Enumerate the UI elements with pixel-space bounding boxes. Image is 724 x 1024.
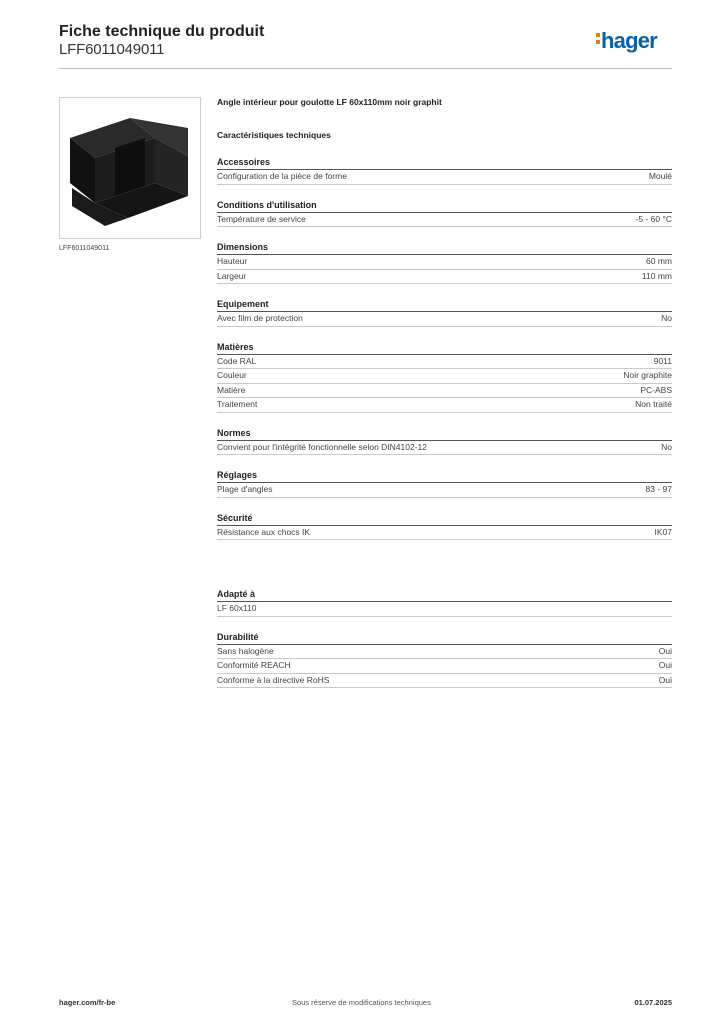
- spec-label: Convient pour l'intégrité fonctionnelle selon DIN4102-12: [217, 441, 428, 452]
- spec-section: [217, 588, 672, 617]
- spec-value: Moulé: [648, 171, 672, 181]
- spec-row: [217, 674, 672, 689]
- spec-label: Conformité REACH: [217, 660, 291, 670]
- spec-label: Température de service: [217, 213, 306, 224]
- section-title: Matières: [217, 341, 672, 355]
- section-title: Adapté à: [217, 588, 672, 602]
- spec-value: 83 - 97: [645, 484, 672, 494]
- spec-value: Noir graphite: [623, 370, 672, 380]
- spec-section: [217, 512, 672, 541]
- section-title: Durabilité: [217, 631, 672, 645]
- spec-value: Non traité: [635, 399, 672, 409]
- spec-section: [217, 156, 672, 185]
- image-caption: LFF6011049011: [59, 245, 110, 252]
- spec-row: [217, 255, 672, 270]
- spec-section: [217, 427, 672, 456]
- spec-label: Plage d'angles: [217, 484, 273, 494]
- spec-value: No: [661, 313, 672, 323]
- spec-value: PC-ABS: [640, 384, 672, 395]
- section-title: Réglages: [217, 469, 672, 483]
- spec-section: [217, 469, 672, 498]
- spec-section: [217, 341, 672, 413]
- spec-value: 110 mm: [641, 270, 672, 281]
- spec-row: [217, 526, 672, 541]
- spec-label: Matière: [217, 384, 246, 395]
- spec-label: Hauteur: [217, 256, 248, 266]
- spec-section: [217, 298, 672, 327]
- section-title: Dimensions: [217, 241, 672, 255]
- tech-characteristics-heading: Caractéristiques techniques: [217, 130, 331, 140]
- header-divider: [59, 68, 672, 69]
- section-title: Equipement: [217, 298, 672, 312]
- logo-text: hager: [601, 28, 657, 53]
- spec-row: [217, 483, 672, 498]
- spec-label: Sans halogène: [217, 645, 274, 656]
- logo-dots-icon: [596, 30, 600, 47]
- spec-row: [217, 170, 672, 185]
- hager-logo[interactable]: [596, 29, 657, 53]
- section-title: Accessoires: [217, 156, 672, 170]
- spec-label: Code RAL: [217, 355, 257, 366]
- product-image: [59, 97, 201, 239]
- spec-row: [217, 384, 672, 399]
- spec-label: Largeur: [217, 270, 247, 281]
- footer-date: 01.07.2025: [634, 998, 672, 1007]
- spec-row: [217, 398, 672, 413]
- spec-value: 9011: [653, 355, 672, 366]
- section-title: Sécurité: [217, 512, 672, 526]
- spec-row: [217, 355, 672, 370]
- section-title: Normes: [217, 427, 672, 441]
- spec-value: Oui: [658, 674, 672, 685]
- spec-label: Couleur: [217, 370, 247, 380]
- page-title: Fiche technique du produit: [59, 23, 265, 40]
- spec-value: Oui: [658, 660, 672, 670]
- spec-value: Oui: [658, 645, 672, 656]
- spec-label: LF 60x110: [217, 603, 257, 613]
- compatibility-list: [217, 588, 672, 688]
- spec-section: [217, 631, 672, 689]
- product-reference: LFF6011049011: [59, 41, 165, 58]
- spec-label: Avec film de protection: [217, 313, 303, 323]
- spec-value: No: [661, 441, 672, 452]
- spacer: [217, 540, 672, 573]
- spec-section: [217, 241, 672, 284]
- spec-row: [217, 441, 672, 456]
- section-title: Conditions d'utilisation: [217, 199, 672, 213]
- product-description: Angle intérieur pour goulotte LF 60x110mm noir graphit: [217, 97, 442, 107]
- spec-label: Résistance aux chocs IK: [217, 526, 311, 537]
- spec-row: [217, 369, 672, 384]
- spec-row: [217, 602, 672, 617]
- spec-label: Conforme à la directive RoHS: [217, 674, 330, 685]
- spec-label: Configuration de la pièce de forme: [217, 171, 347, 181]
- document-header: [59, 22, 264, 59]
- spec-value: 60 mm: [646, 256, 672, 266]
- spec-label: Traitement: [217, 399, 258, 409]
- footer-website-link[interactable]: hager.com/fr-be: [59, 998, 116, 1007]
- spec-row: [217, 213, 672, 228]
- spec-section: [217, 199, 672, 228]
- product-content: [217, 96, 672, 688]
- spec-row: [217, 312, 672, 327]
- spec-value: IK07: [654, 526, 672, 537]
- spec-row: [217, 659, 672, 674]
- spec-value: -5 - 60 °C: [635, 213, 672, 224]
- spec-row: [217, 645, 672, 660]
- specs-list: [217, 156, 672, 540]
- footer-disclaimer: Sous réserve de modifications techniques: [292, 998, 431, 1007]
- spec-row: [217, 270, 672, 285]
